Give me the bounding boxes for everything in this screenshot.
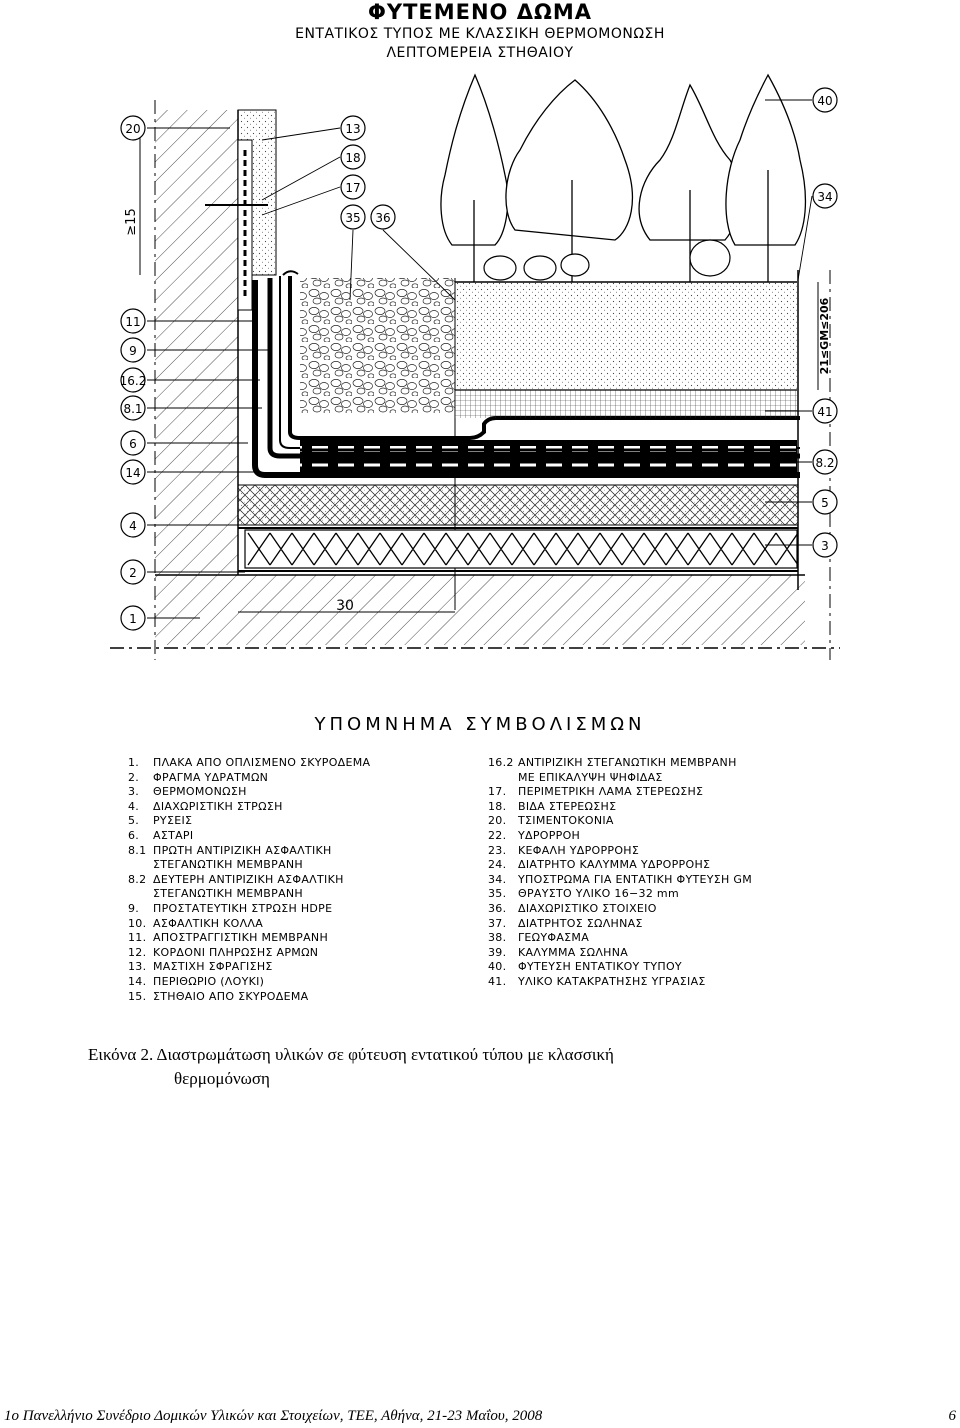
callouts-top — [341, 116, 395, 229]
legend-item-text: ΦΥΤΕΥΣΗ ΕΝΤΑΤΙΚΟΥ ΤΥΠΟΥ — [518, 960, 682, 974]
legend-item-number: 6. — [128, 828, 140, 842]
legend-item — [488, 902, 752, 917]
moisture-retention-layer — [455, 390, 797, 418]
legend-item-text: ΔΙΑΤΡΗΤΟΣ ΣΩΛΗΝΑΣ — [518, 916, 643, 930]
callout-14 — [121, 460, 145, 484]
legend-item-number: 2. — [128, 770, 140, 784]
roof-section-drawing — [0, 60, 960, 660]
page-number: 6 — [948, 1408, 956, 1424]
callout-3 — [813, 533, 837, 557]
legend-item-text: ΒΙΔΑ ΣΤΕΡΕΩΣΗΣ — [518, 799, 617, 813]
legend-item-text: ΘΡΑΥΣΤΟ ΥΛΙΚΟ 16−32 mm — [518, 887, 679, 901]
callout-2 — [121, 560, 145, 584]
concrete-slab — [155, 575, 805, 645]
legend-item — [128, 946, 370, 961]
legend-item — [128, 844, 370, 859]
svg-text:34: 34 — [817, 190, 833, 204]
legend-item-number: 9. — [128, 901, 140, 915]
planting-substrate — [455, 282, 797, 390]
svg-text:1: 1 — [129, 612, 137, 626]
legend-item-text: ΓΕΩΥΦΑΣΜΑ — [518, 931, 590, 945]
legend-item — [488, 756, 752, 771]
legend-item — [488, 829, 752, 844]
legend-item — [128, 975, 370, 990]
legend-item-text: ΡΥΣΕΙΣ — [153, 814, 193, 828]
legend-right-column — [488, 756, 752, 990]
drawing-title: ΦΥΤΕΜΕΝΟ ΔΩΜΑ — [368, 0, 592, 24]
callout-36 — [371, 205, 395, 229]
parapet-wall — [155, 110, 238, 575]
svg-text:11: 11 — [125, 315, 141, 329]
legend-item — [128, 785, 370, 800]
legend-item-text: ΜΑΣΤΙΧΗ ΣΦΡΑΓΙΣΗΣ — [153, 960, 273, 974]
legend-left-column — [128, 756, 370, 1004]
callout-8-1 — [121, 396, 145, 420]
legend-item — [488, 975, 752, 990]
legend-item-number: 20. — [488, 814, 507, 828]
legend-item-continuation: ΜΕ ΕΠΙΚΑΛΥΨΗ ΨΗΦΙΔΑΣ — [518, 770, 663, 784]
legend-item-text: ΑΠΟΣΤΡΑΓΓΙΣΤΙΚΗ ΜΕΜΒΡΑΝΗ — [153, 931, 329, 945]
legend-item-number: 17. — [488, 785, 507, 799]
tree-icon — [506, 80, 632, 282]
legend-item-number: 12. — [128, 945, 147, 959]
legend-item-number: 38. — [488, 931, 507, 945]
callout-18 — [341, 145, 365, 169]
legend-item-number: 5. — [128, 814, 140, 828]
legend-item-text: ΥΔΡΟΡΡΟΗ — [518, 828, 581, 842]
tree-icon — [441, 75, 508, 282]
callout-17 — [341, 175, 365, 199]
legend-item-number: 16.2 — [488, 756, 514, 769]
legend-item — [128, 756, 370, 771]
legend-item-number: 14. — [128, 974, 147, 988]
legend-item — [488, 844, 752, 859]
drawing-subtitle-detail: ΛΕΠΤΟΜΕΡΕΙΑ ΣΤΗΘΑΙΟΥ — [386, 45, 574, 61]
legend-item — [488, 931, 752, 946]
svg-text:16.2: 16.2 — [119, 374, 147, 388]
svg-text:13: 13 — [345, 122, 361, 136]
legend-item-text: ΦΡΑΓΜΑ ΥΔΡΑΤΜΩΝ — [153, 770, 269, 784]
legend-item — [488, 814, 752, 829]
legend-item — [128, 931, 370, 946]
legend-item-text: ΔΙΑΤΡΗΤΟ ΚΑΛΥΜΜΑ ΥΔΡΟΡΡΟΗΣ — [518, 858, 711, 872]
svg-text:6: 6 — [129, 437, 137, 451]
legend-item — [128, 990, 370, 1005]
callout-35 — [341, 205, 365, 229]
shrub-icon — [484, 240, 730, 280]
legend-item-text: ΠΕΡΙΜΕΤΡΙΚΗ ΛΑΜΑ ΣΤΕΡΕΩΣΗΣ — [518, 785, 704, 799]
legend-item-continuation: ΣΤΕΓΑΝΩΤΙΚΗ ΜΕΜΒΡΑΝΗ — [153, 887, 303, 901]
legend-item — [128, 917, 370, 932]
svg-text:17: 17 — [345, 181, 361, 195]
legend-item-text: ΥΠΟΣΤΡΩΜΑ ΓΙΑ ΕΝΤΑΤΙΚΗ ΦΥΤΕΥΣΗ GM — [518, 872, 753, 886]
svg-text:3: 3 — [821, 539, 829, 553]
legend-item-number: 39. — [488, 945, 507, 959]
legend-item-text: ΚΟΡΔΟΝΙ ΠΛΗΡΩΣΗΣ ΑΡΜΩΝ — [153, 945, 319, 959]
legend-item — [488, 873, 752, 888]
svg-text:36: 36 — [375, 211, 391, 225]
dim-substrate-label: 21≤GM≤206 — [818, 297, 831, 375]
legend-item-text: ΥΛΙΚΟ ΚΑΤΑΚΡΑΤΗΣΗΣ ΥΓΡΑΣΙΑΣ — [518, 974, 706, 988]
svg-text:41: 41 — [817, 405, 833, 419]
caption-line-1: Εικόνα 2. Διαστρωμάτωση υλικών σε φύτευση εντατικού τύπου με κλασσική — [88, 1045, 614, 1064]
legend-item-number: 8.2 — [128, 872, 147, 886]
legend-item-text: ΔΙΑΧΩΡΙΣΤΙΚΟ ΣΤΟΙΧΕΙΟ — [518, 901, 657, 915]
legend-item-number: 13. — [128, 960, 147, 974]
callout-6 — [121, 431, 145, 455]
legend-item-number: 37. — [488, 916, 507, 930]
dim-height-label: ≥15 — [124, 208, 139, 236]
legend-item — [128, 960, 370, 975]
callout-41 — [813, 399, 837, 423]
callout-40 — [813, 88, 837, 112]
svg-text:4: 4 — [129, 519, 137, 533]
callout-5 — [813, 490, 837, 514]
callout-11 — [121, 309, 145, 333]
legend-item-number: 24. — [488, 858, 507, 872]
legend-item-number: 3. — [128, 785, 140, 799]
svg-text:8.1: 8.1 — [123, 402, 143, 416]
legend-item-text: ΑΝΤΙΡΙΖΙΚΗ ΣΤΕΓΑΝΩΤΙΚΗ ΜΕΜΒΡΑΝΗ — [518, 756, 737, 769]
tree-icon — [726, 75, 806, 282]
dim-width-label: 30 — [336, 598, 354, 614]
drawing-subtitle: ΕΝΤΑΤΙΚΟΣ ΤΥΠΟΣ ΜΕ ΚΛΑΣΣΙΚΗ ΘΕΡΜΟΜΟΝΩΣΗ — [295, 26, 665, 42]
legend-item-number: 10. — [128, 916, 147, 930]
callout-1 — [121, 606, 145, 630]
svg-text:35: 35 — [345, 211, 361, 225]
legend-item-text: ΠΛΑΚΑ ΑΠΟ ΟΠΛΙΣΜΕΝΟ ΣΚΥΡΟΔΕΜΑ — [153, 756, 371, 769]
legend-item — [488, 960, 752, 975]
legend-item-text: ΘΕΡΜΟΜΟΝΩΣΗ — [153, 785, 247, 799]
callout-20 — [121, 116, 145, 140]
svg-text:5: 5 — [821, 496, 829, 510]
legend-item — [128, 902, 370, 917]
svg-text:9: 9 — [129, 344, 137, 358]
callout-8-2 — [813, 450, 837, 474]
legend-item — [488, 800, 752, 815]
legend-item — [128, 814, 370, 829]
callout-13 — [341, 116, 365, 140]
svg-text:20: 20 — [125, 122, 141, 136]
callout-9 — [121, 338, 145, 362]
callout-16-2 — [120, 368, 147, 392]
thermal-insulation — [245, 530, 797, 568]
legend-item-number: 4. — [128, 799, 140, 813]
legend-item-number: 40. — [488, 960, 507, 974]
svg-text:40: 40 — [817, 94, 833, 108]
legend-item — [128, 829, 370, 844]
legend-item-number: 18. — [488, 799, 507, 813]
footer-text: 1ο Πανελλήνιο Συνέδριο Δομικών Υλικών και Στοιχείων, ΤΕΕ, Αθήνα, 21-23 Μαΐου, 2008 — [4, 1408, 543, 1424]
legend-item — [488, 917, 752, 932]
legend-item — [128, 873, 370, 888]
legend-item-text: ΚΑΛΥΜΜΑ ΣΩΛΗΝΑ — [518, 945, 629, 959]
svg-text:8.2: 8.2 — [815, 456, 835, 470]
legend-item-continuation: ΣΤΕΓΑΝΩΤΙΚΗ ΜΕΜΒΡΑΝΗ — [153, 858, 303, 872]
legend-item-number: 1. — [128, 756, 140, 769]
legend-item-number: 36. — [488, 901, 507, 915]
legend-item — [488, 858, 752, 873]
callout-4 — [121, 513, 145, 537]
legend-item-number: 23. — [488, 843, 507, 857]
legend-title: ΥΠΟΜΝΗΜΑ ΣΥΜΒΟΛΙΣΜΩΝ — [314, 714, 646, 735]
legend-item-text: ΑΣΤΑΡΙ — [153, 828, 194, 842]
legend-item-text: ΤΣΙΜΕΝΤΟΚΟΝΙΑ — [518, 814, 614, 828]
legend-item-text: ΔΙΑΧΩΡΙΣΤΙΚΗ ΣΤΡΩΣΗ — [153, 799, 283, 813]
waterproofing-membranes — [300, 440, 797, 478]
svg-text:14: 14 — [125, 466, 141, 480]
legend-item-text: ΚΕΦΑΛΗ ΥΔΡΟΡΡΟΗΣ — [518, 843, 640, 857]
legend-item-number: 8.1 — [128, 843, 147, 857]
legend-item-number: 41. — [488, 974, 507, 988]
callouts-left — [120, 116, 147, 630]
legend-item — [128, 771, 370, 786]
legend-item-text: ΠΕΡΙΘΩΡΙΟ (ΛΟΥΚΙ) — [153, 974, 265, 988]
legend-item — [488, 946, 752, 961]
svg-text:2: 2 — [129, 566, 137, 580]
caption-line-2: θερμομόνωση — [174, 1069, 270, 1088]
legend-item-number: 34. — [488, 872, 507, 886]
legend-item-text: ΠΡΩΤΗ ΑΝΤΙΡΙΖΙΚΗ ΑΣΦΑΛΤΙΚΗ — [153, 843, 332, 857]
legend-item-text: ΔΕΥΤΕΡΗ ΑΝΤΙΡΙΖΙΚΗ ΑΣΦΑΛΤΙΚΗ — [153, 872, 344, 886]
legend-item-number: 22. — [488, 828, 507, 842]
legend-item — [128, 800, 370, 815]
legend-item-number: 35. — [488, 887, 507, 901]
legend-item-text: ΑΣΦΑΛΤΙΚΗ ΚΟΛΛΑ — [153, 916, 264, 930]
legend-item-text: ΠΡΟΣΤΑΤΕΥΤΙΚΗ ΣΤΡΩΣΗ HDPE — [153, 901, 333, 915]
legend-item-number: 15. — [128, 989, 147, 1003]
legend-item — [488, 785, 752, 800]
crushed-stone — [300, 278, 455, 413]
callout-34 — [813, 184, 837, 208]
svg-text:18: 18 — [345, 151, 361, 165]
legend-item-text: ΣΤΗΘΑΙΟ ΑΠΟ ΣΚΥΡΟΔΕΜΑ — [153, 989, 309, 1003]
legend-item-number: 11. — [128, 931, 147, 945]
legend-item — [488, 887, 752, 902]
